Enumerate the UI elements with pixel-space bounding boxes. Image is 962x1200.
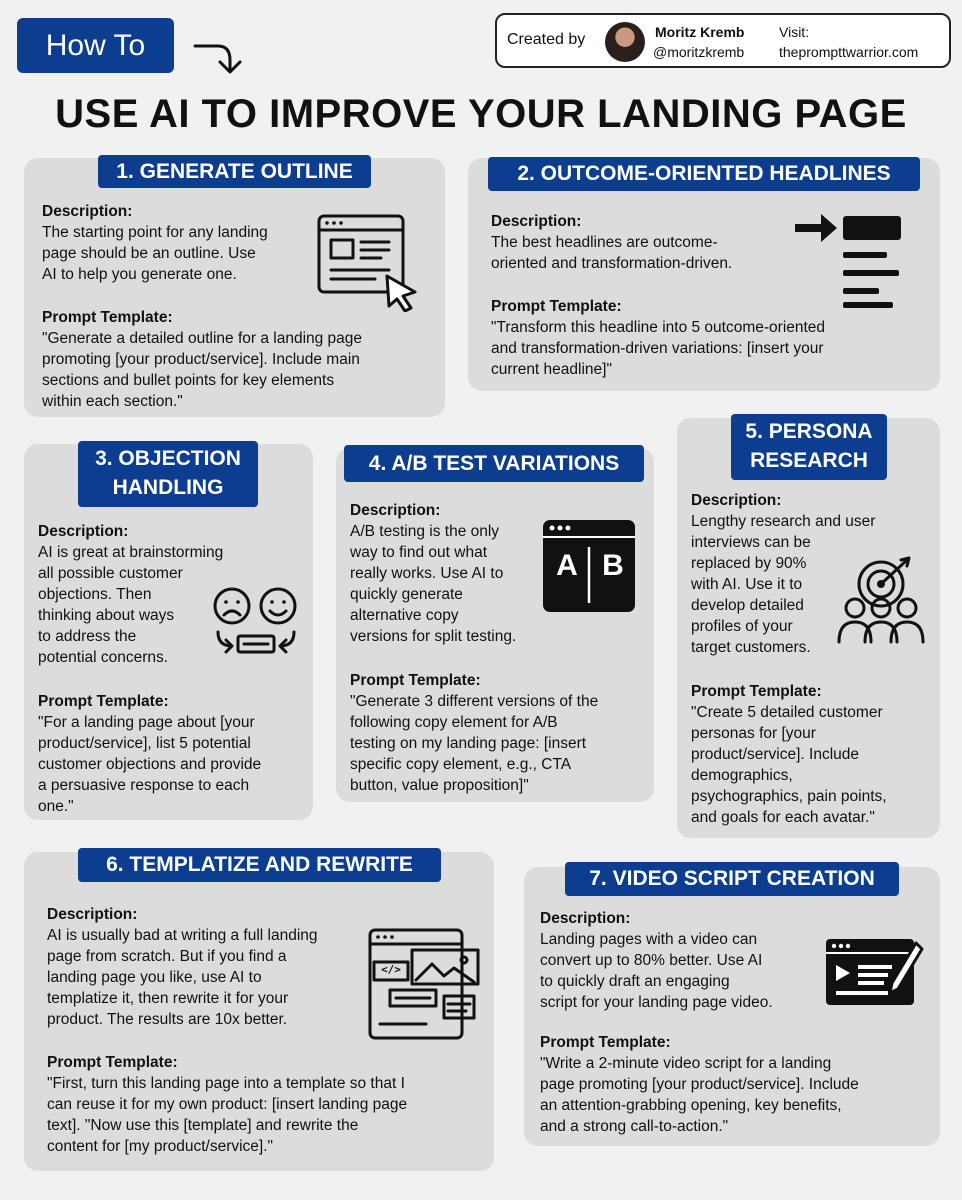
prompt-line: and transformation-driven variations: [insert your [491,340,824,357]
prompt-line: text]. "Now use this [template] and rewrite the [47,1117,359,1134]
code-tag-text: </> [381,963,401,976]
site-link[interactable]: theprompttwarrior.com [779,44,919,60]
prompt-line: current headline]" [491,361,612,378]
prompt-line: button, value proposition]" [350,777,529,794]
prompt-line: a persuasive response to each [38,777,250,794]
prompt-line: "Generate 3 different versions of the [350,693,599,710]
description-line: Landing pages with a video can [540,931,758,948]
description-line: to address the [38,628,137,645]
card-title: 2. OUTCOME-ORIENTED HEADLINES [488,157,920,191]
description-line: landing page you like, use AI to [47,969,262,986]
prompt-line: "Create 5 detailed customer [691,704,883,721]
description-line: Lengthy research and user [691,513,876,530]
prompt-line: and goals for each avatar." [691,809,875,826]
description-line: with AI. Use it to [691,576,803,593]
prompt-line: sections and bullet points for key elements [42,372,335,389]
prompt-line: an attention-grabbing opening, key benefits, [540,1097,842,1114]
description-line: versions for split testing. [350,628,517,645]
prompt-line: within each section." [42,393,183,410]
video-script-pen-icon [824,937,924,1007]
author-name: Moritz Kremb [655,24,745,40]
prompt-template-label: Prompt Template: [540,1034,671,1051]
description-line: oriented and transformation-driven. [491,255,733,272]
ab-browser-icon [542,519,636,613]
description-label: Description: [38,523,129,540]
prompt-template-label: Prompt Template: [350,672,481,689]
prompt-template-label: Prompt Template: [38,693,169,710]
prompt-line: can reuse it for my own product: [insert landing page [47,1096,408,1113]
prompt-template-label: Prompt Template: [42,309,173,326]
card-title [731,414,887,480]
description-label: Description: [540,910,631,927]
description-line: develop detailed [691,597,804,614]
prompt-template-label: Prompt Template: [691,683,822,700]
description-line: page should be an outline. Use [42,245,256,262]
card-title-line: 5. PERSONA [745,420,873,443]
description-line: AI is great at brainstorming [38,544,224,561]
description-line: The starting point for any landing [42,224,268,241]
prompt-line: content for [my product/service]." [47,1138,274,1155]
card-title: 1. GENERATE OUTLINE [98,155,371,188]
card-title: 4. A/B TEST VARIATIONS [344,445,644,482]
web-template-icon [366,926,482,1044]
curved-arrow-icon [192,40,244,76]
description-line: target customers. [691,639,811,656]
card-title: 7. VIDEO SCRIPT CREATION [565,862,899,896]
description-label: Description: [491,213,582,230]
description-label: Description: [47,906,138,923]
created-by-label: Created by [507,31,586,48]
prompt-line: following copy element for A/B [350,714,558,731]
description-line: AI is usually bad at writing a full landing [47,927,318,944]
avatar [605,22,645,62]
description-line: A/B testing is the only [350,523,500,540]
arrow-headline-icon [793,208,905,310]
description-line: potential concerns. [38,649,169,666]
description-line: quickly generate [350,586,463,603]
prompt-line: "Generate a detailed outline for a landing page [42,330,363,347]
description-label: Description: [350,502,441,519]
card-title-line: 3. OBJECTION [95,447,241,470]
prompt-line: "Write a 2-minute video script for a landing [540,1055,832,1072]
ab-letter-b: B [602,549,624,582]
description-line: interviews can be [691,534,811,551]
prompt-line: demographics, [691,767,793,784]
card-title [78,441,258,507]
description-line: all possible customer [38,565,183,582]
description-line: script for your landing page video. [540,994,773,1011]
page-title: USE AI TO IMPROVE YOUR LANDING PAGE [55,92,907,136]
prompt-line: customer objections and provide [38,756,262,773]
prompt-line: "First, turn this landing page into a template so that I [47,1075,405,1092]
author-handle: @moritzkremb [653,44,745,60]
description-line: page from scratch. But if you find a [47,948,287,965]
prompt-line: "For a landing page about [your [38,714,255,731]
description-line: objections. Then [38,586,152,603]
card-title: 6. TEMPLATIZE AND REWRITE [78,848,441,882]
creator-credit [495,13,951,68]
prompt-template-label: Prompt Template: [47,1054,178,1071]
card-title-line: HANDLING [112,476,224,499]
prompt-line: personas for [your [691,725,816,742]
sad-happy-faces-icon [210,584,302,660]
description-line: replaced by 90% [691,555,807,572]
description-line: convert up to 80% better. Use AI [540,952,763,969]
prompt-line: psychographics, pain points, [691,788,887,805]
description-line: thinking about ways [38,607,175,624]
target-audience-icon [835,556,931,648]
card-title-line: RESEARCH [750,449,868,472]
prompt-line: promoting [your product/service]. Include main [42,351,360,368]
prompt-line: testing on my landing page: [insert [350,735,587,752]
description-label: Description: [42,203,133,220]
description-line: way to find out what [350,544,487,561]
description-line: product. The results are 10x better. [47,1011,288,1028]
prompt-line: product/service], list 5 potential [38,735,251,752]
prompt-line: product/service]. Include [691,746,860,763]
description-line: really works. Use AI to [350,565,504,582]
description-line: profiles of your [691,618,793,635]
description-line: The best headlines are outcome- [491,234,718,251]
prompt-template-label: Prompt Template: [491,298,622,315]
prompt-line: one." [38,798,74,815]
description-label: Description: [691,492,782,509]
prompt-line: page promoting [your product/service]. Include [540,1076,859,1093]
prompt-line: "Transform this headline into 5 outcome-oriented [491,319,826,336]
description-line: templatize it, then rewrite it for your [47,990,289,1007]
ab-letter-a: A [556,549,578,582]
visit-label: Visit: [779,24,810,40]
browser-outline-cursor-icon [315,212,420,312]
prompt-line: specific copy element, e.g., CTA [350,756,572,773]
description-line: to quickly draft an engaging [540,973,730,990]
prompt-line: and a strong call-to-action." [540,1118,729,1135]
description-line: AI to help you generate one. [42,266,237,283]
web-template-frame-icon [366,926,482,1044]
description-line: alternative copy [350,607,459,624]
how-to-tag: How To [17,18,174,73]
